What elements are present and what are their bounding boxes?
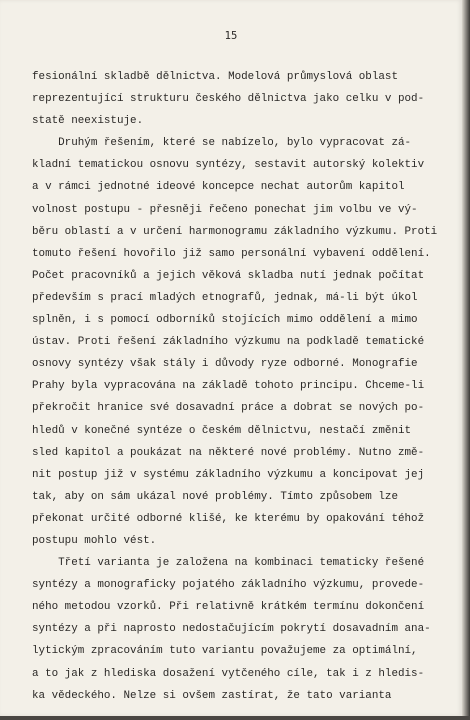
text-line: ného metodou vzorků. Při relativně krátkém termínu dokončení — [32, 601, 425, 614]
body-text — [32, 66, 442, 707]
text-line: kladní tematickou osnovu syntézy, sestavit autorský kolektiv — [32, 159, 425, 172]
text-line: tomuto řešení hovořilo již samo personální vybavení oddělení. — [32, 247, 431, 260]
text-line: Třetí varianta je založena na kombinaci tematicky řešené — [32, 557, 425, 570]
text-line: nit postup již v systému základního výzkumu a koncipovat jej — [32, 468, 425, 481]
text-line: volnost postupu - přesněji řečeno ponechat jim volbu ve vý- — [32, 203, 418, 216]
text-line: osnovy syntézy však stály i důvody ryze odborné. Monografie — [32, 358, 418, 371]
text-line: a to jak z hlediska dosažení vytčeného cíle, tak i z hledis- — [32, 667, 425, 680]
text-line: Prahy byla vypracována na základě tohoto principu. Chceme-li — [32, 380, 425, 393]
text-line: syntézy a při naprosto nedostačujícím pokrytí dosavadním ana- — [32, 623, 431, 636]
text-line: fesionální skladbě dělnictva. Modelová průmyslová oblast — [32, 71, 398, 83]
text-line: splněn, i s pomocí odborníků stojících mimo oddělení a mimo — [32, 314, 418, 327]
text-line: překonat určité odborné klišé, ke kterému by opakování téhož — [32, 512, 425, 525]
text-line: postupu mohlo vést. — [32, 534, 157, 547]
page-bottom-edge — [0, 716, 470, 720]
text-line: Druhým řešením, které se nabízelo, bylo vypracovat zá- — [32, 137, 412, 150]
text-line: hledů v konečné syntéze o českém dělnictvu, nestačí změnit — [32, 424, 412, 437]
text-line: ka vědeckého. Nelze si ovšem zastírat, že tato varianta — [32, 689, 392, 702]
text-line: reprezentující strukturu českého dělnictva jako celku v pod- — [32, 93, 425, 106]
page-edge-shadow — [462, 0, 470, 720]
text-line: překročit hranice své dosavadní práce a dobrat se nových po- — [32, 402, 425, 415]
text-line: statě neexistuje. — [32, 115, 144, 128]
text-line: běru oblastí a v určení harmonogramu základního výzkumu. Proti — [32, 225, 438, 238]
text-line: ústav. Proti řešení základního výzkumu na podkladě tematické — [32, 336, 425, 349]
text-line: syntézy a monograficky pojatého základního výzkumu, provede- — [32, 579, 425, 592]
text-line: sled kapitol a poukázat na některé nové problémy. Nutno změ- — [32, 446, 425, 459]
text-line: lytickým zpracováním tuto variantu považujeme za optimální, — [32, 645, 418, 658]
page-number: 15 — [224, 30, 238, 42]
text-line: a v rámci jednotné ideové koncepce nechat autorům kapitol — [32, 181, 405, 194]
text-line: především s prací mladých etnografů, jednak, má-li být úkol — [32, 291, 418, 304]
text-line: tak, aby on sám ukázal nové problémy. Tímto způsobem lze — [32, 490, 398, 503]
text-line: Počet pracovníků a jejich věková skladba nutí jednak počítat — [32, 269, 425, 282]
